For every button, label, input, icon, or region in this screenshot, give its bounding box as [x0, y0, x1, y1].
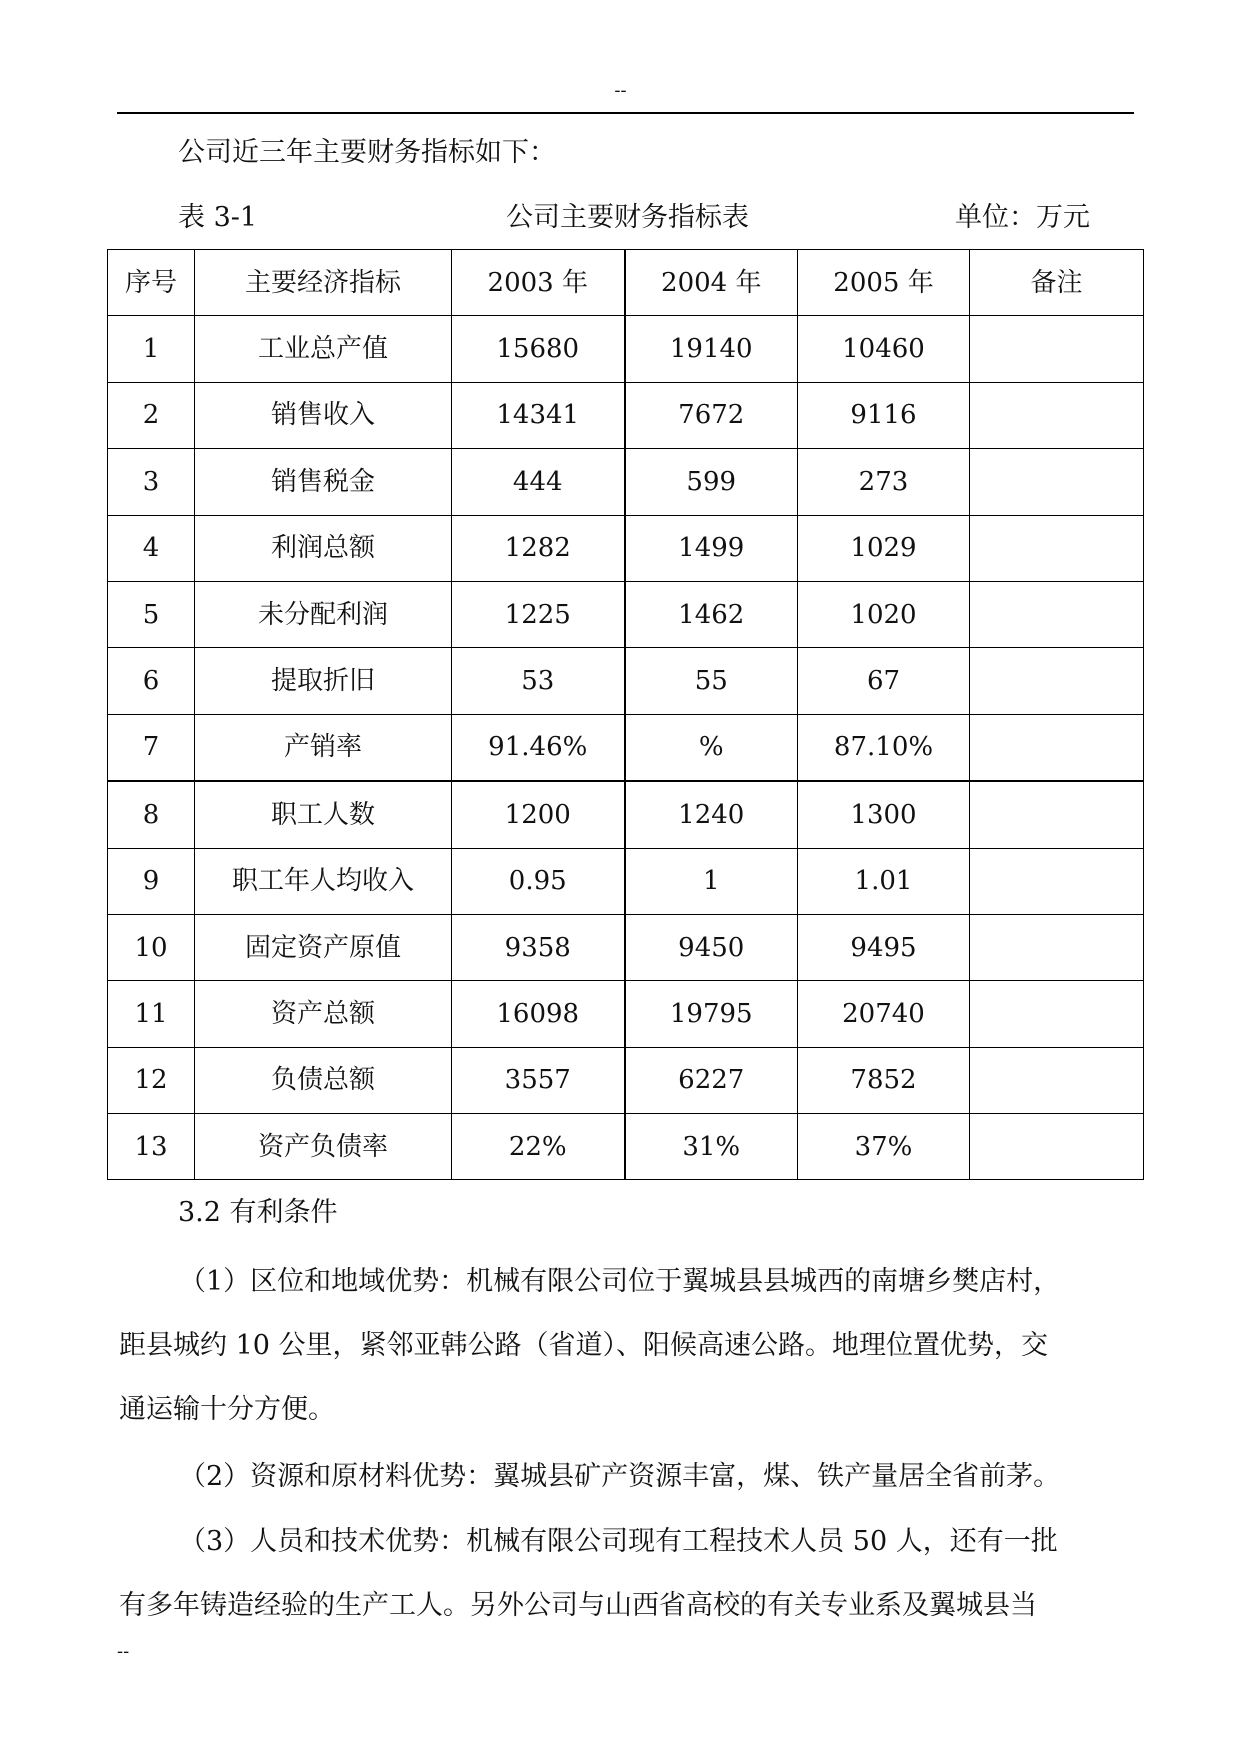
cell-2005: 1029 [798, 515, 970, 581]
table-header-row [108, 250, 1144, 316]
cell-2005: 20740 [798, 981, 970, 1047]
table-row [108, 781, 1144, 848]
cell-note [970, 449, 1144, 515]
cell-2003: 16098 [452, 981, 625, 1047]
cell-note [970, 581, 1144, 647]
cell-2004: 1240 [625, 781, 798, 848]
cell-2003: 1282 [452, 515, 625, 581]
cell-2005: 1300 [798, 781, 970, 848]
cell-2003: 444 [452, 449, 625, 515]
financial-indicators-table [107, 249, 1144, 1180]
cell-2004: % [625, 714, 798, 781]
cell-no: 10 [108, 914, 195, 980]
cell-2004: 55 [625, 648, 798, 714]
cell-no: 6 [108, 648, 195, 714]
cell-2003: 15680 [452, 316, 625, 382]
cell-2003: 9358 [452, 914, 625, 980]
cell-indicator: 利润总额 [195, 515, 452, 581]
cell-2004: 19140 [625, 316, 798, 382]
cell-2004: 7672 [625, 382, 798, 448]
header-divider [117, 112, 1134, 114]
header-no: 序号 [108, 250, 195, 316]
cell-note [970, 914, 1144, 980]
table-row [108, 316, 1144, 382]
table-row [108, 382, 1144, 448]
cell-2003: 53 [452, 648, 625, 714]
cell-indicator: 工业总产值 [195, 316, 452, 382]
cell-2005: 87.10% [798, 714, 970, 781]
cell-2005: 1.01 [798, 848, 970, 914]
cell-2005: 273 [798, 449, 970, 515]
page-header-mark: -- [614, 80, 627, 101]
cell-2005: 9116 [798, 382, 970, 448]
cell-no: 5 [108, 581, 195, 647]
cell-note [970, 515, 1144, 581]
paragraph-line: （2）资源和原材料优势：翼城县矿产资源丰富，煤、铁产量居全省前茅。 [179, 1461, 1061, 1492]
table-number: 表 3-1 [178, 202, 258, 233]
cell-no: 3 [108, 449, 195, 515]
cell-2003: 22% [452, 1114, 625, 1180]
cell-2005: 9495 [798, 914, 970, 980]
section-title: 3.2 有利条件 [178, 1197, 338, 1228]
cell-2003: 14341 [452, 382, 625, 448]
paragraph-line: 距县城约 10 公里，紧邻亚韩公路（省道）、阳候高速公路。地理位置优势，交 [119, 1330, 1049, 1361]
cell-2004: 599 [625, 449, 798, 515]
cell-2003: 0.95 [452, 848, 625, 914]
cell-2003: 91.46% [452, 714, 625, 781]
cell-2004: 31% [625, 1114, 798, 1180]
cell-no: 1 [108, 316, 195, 382]
cell-2005: 1020 [798, 581, 970, 647]
page-footer-mark: -- [117, 1641, 130, 1662]
cell-2004: 1462 [625, 581, 798, 647]
cell-2003: 3557 [452, 1047, 625, 1113]
table-row [108, 848, 1144, 914]
table-row [108, 581, 1144, 647]
cell-2005: 10460 [798, 316, 970, 382]
cell-2003: 1200 [452, 781, 625, 848]
header-indicator: 主要经济指标 [195, 250, 452, 316]
cell-2004: 19795 [625, 981, 798, 1047]
cell-indicator: 资产总额 [195, 981, 452, 1047]
header-note: 备注 [970, 250, 1144, 316]
header-2003: 2003 年 [452, 250, 625, 316]
table-row [108, 648, 1144, 714]
table-row [108, 914, 1144, 980]
cell-indicator: 固定资产原值 [195, 914, 452, 980]
paragraph-line: 有多年铸造经验的生产工人。另外公司与山西省高校的有关专业系及翼城县当 [119, 1590, 1037, 1621]
cell-indicator: 未分配利润 [195, 581, 452, 647]
cell-2003: 1225 [452, 581, 625, 647]
intro-text: 公司近三年主要财务指标如下： [178, 137, 556, 168]
cell-note [970, 848, 1144, 914]
cell-no: 13 [108, 1114, 195, 1180]
cell-2004: 6227 [625, 1047, 798, 1113]
table-row [108, 515, 1144, 581]
cell-2005: 67 [798, 648, 970, 714]
header-2004: 2004 年 [625, 250, 798, 316]
table-row [108, 1047, 1144, 1113]
cell-no: 12 [108, 1047, 195, 1113]
cell-no: 2 [108, 382, 195, 448]
cell-note [970, 714, 1144, 781]
cell-note [970, 382, 1144, 448]
paragraph-location-advantage [119, 1250, 1131, 1442]
cell-note [970, 1047, 1144, 1113]
header-2005: 2005 年 [798, 250, 970, 316]
cell-2005: 37% [798, 1114, 970, 1180]
cell-note [970, 1114, 1144, 1180]
cell-indicator: 负债总额 [195, 1047, 452, 1113]
cell-indicator: 职工年人均收入 [195, 848, 452, 914]
cell-note [970, 981, 1144, 1047]
cell-indicator: 资产负债率 [195, 1114, 452, 1180]
cell-indicator: 产销率 [195, 714, 452, 781]
table-caption [178, 200, 1090, 236]
paragraph-line: （3）人员和技术优势：机械有限公司现有工程技术人员 50 人，还有一批 [179, 1526, 1058, 1557]
table-title: 公司主要财务指标表 [506, 202, 749, 233]
cell-indicator: 职工人数 [195, 781, 452, 848]
paragraph-line: 通运输十分方便。 [119, 1394, 335, 1425]
cell-indicator: 销售税金 [195, 449, 452, 515]
cell-2004: 1 [625, 848, 798, 914]
cell-no: 4 [108, 515, 195, 581]
cell-note [970, 316, 1144, 382]
cell-no: 11 [108, 981, 195, 1047]
cell-indicator: 销售收入 [195, 382, 452, 448]
table-unit: 单位：万元 [955, 202, 1090, 233]
cell-no: 8 [108, 781, 195, 848]
cell-no: 7 [108, 714, 195, 781]
table-row [108, 449, 1144, 515]
cell-2004: 1499 [625, 515, 798, 581]
table-row [108, 714, 1144, 781]
table-row [108, 1114, 1144, 1180]
cell-no: 9 [108, 848, 195, 914]
table-row [108, 981, 1144, 1047]
paragraph-line: （1）区位和地域优势：机械有限公司位于翼城县县城西的南塘乡樊店村， [179, 1266, 1061, 1297]
paragraph-resource-advantage [119, 1445, 1131, 1509]
cell-note [970, 648, 1144, 714]
cell-indicator: 提取折旧 [195, 648, 452, 714]
cell-note [970, 781, 1144, 848]
cell-2004: 9450 [625, 914, 798, 980]
cell-2005: 7852 [798, 1047, 970, 1113]
paragraph-personnel-advantage [119, 1510, 1131, 1638]
